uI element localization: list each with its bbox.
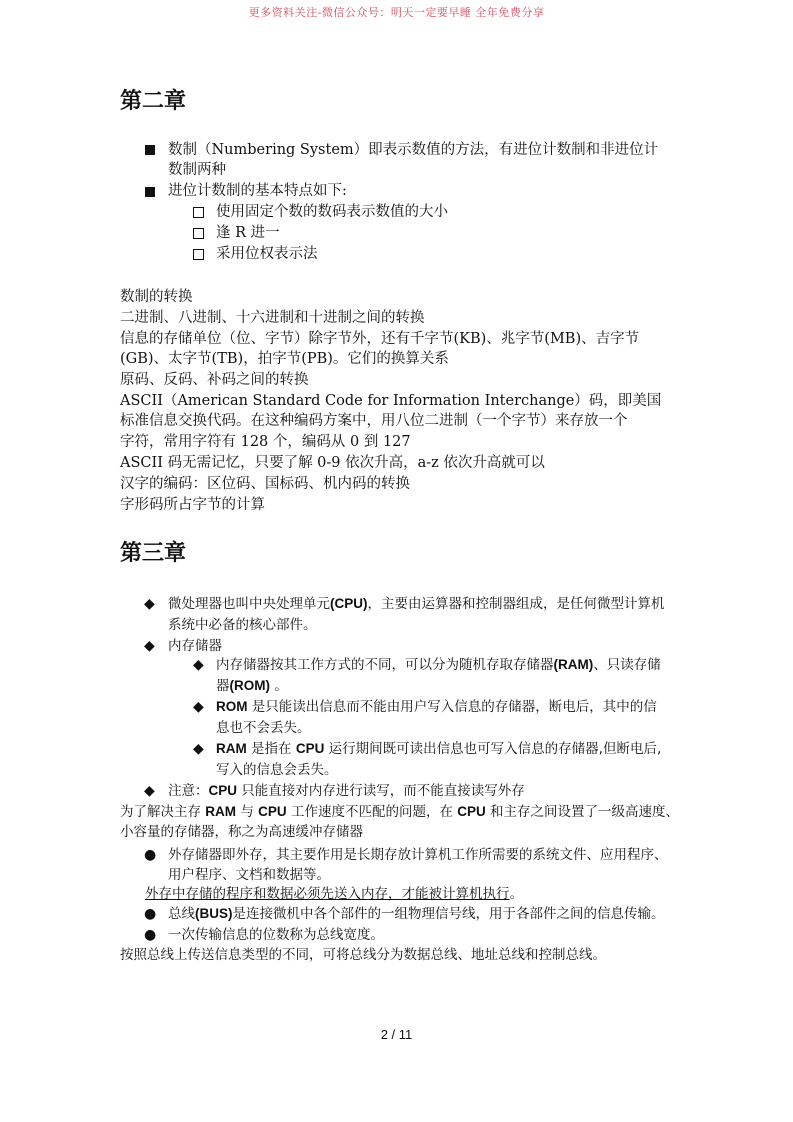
bullet-text: 进位计数制的基本特点如下: xyxy=(168,183,347,199)
paragraph-line: ASCII（American Standard Code for Information Interchange）码，即美国 xyxy=(120,393,662,409)
bullet-text xyxy=(168,845,668,865)
page-number: 2 / 11 xyxy=(380,1027,413,1042)
text-run: 小容量的存储器，称之为高速缓冲存储器 xyxy=(120,824,363,840)
round-bullet-icon: ● xyxy=(144,847,157,863)
text-run: 运行期间既可读出信息也可写入信息的存储器,但断电后, xyxy=(324,741,662,757)
text-run: 是指在 xyxy=(246,741,296,757)
text-run: 总线 xyxy=(168,906,195,922)
bullet-text xyxy=(168,925,384,945)
text-run: 按照总线上传送信息类型的不同，可将总线分为数据总线、地址总线和控制总线。 xyxy=(120,947,606,963)
paragraph-line: 原码、反码、补码之间的转换 xyxy=(120,372,309,388)
bullet-text xyxy=(168,781,525,801)
square-bullet-icon xyxy=(145,187,155,197)
checkbox-bullet-icon xyxy=(193,249,204,260)
bullet-text: 数制两种 xyxy=(168,162,226,178)
diamond-bullet-icon: ◆ xyxy=(144,596,155,612)
bullet-text xyxy=(168,904,665,924)
text-run: 系统中必备的核心部件。 xyxy=(168,617,317,633)
bold-term: (RAM) xyxy=(553,657,594,672)
bullet-text xyxy=(168,594,665,614)
chapter-3-title: 第三章 xyxy=(120,541,187,566)
text-run: 是连接微机中各个部件的一组物理信号线，用于各部件之间的信息传输。 xyxy=(232,906,665,922)
text-run: 内存储器 xyxy=(168,638,222,654)
text-run: 注意： xyxy=(168,783,209,799)
text-run: 息也不会丢失。 xyxy=(216,720,311,736)
round-bullet-icon: ● xyxy=(144,906,157,922)
bold-term: CPU xyxy=(295,741,325,756)
text-run: 、只读存储 xyxy=(593,657,661,673)
sub-bullet-text xyxy=(216,718,311,738)
diamond-bullet-icon: ◆ xyxy=(193,657,204,673)
checkbox-bullet-icon xyxy=(193,228,204,239)
header-banner: 更多资料关注-微信公众号：明天一定要早睡 全年免费分享 xyxy=(248,6,545,19)
bold-term: RAM xyxy=(216,741,247,756)
text-run: 微处理器也叫中央处理单元 xyxy=(168,596,330,612)
bullet-text xyxy=(168,615,317,635)
bold-term: (ROM) xyxy=(229,678,270,693)
paragraph-line: (GB)、太字节(TB)，拍字节(PB)。它们的换算关系 xyxy=(120,351,449,367)
paragraph-line: 标准信息交换代码。在这种编码方案中，用八位二进制（一个字节）来存放一个 xyxy=(120,413,628,429)
sub-bullet-text xyxy=(216,676,288,696)
bold-term: CPU xyxy=(208,783,238,798)
sub-bullet-text xyxy=(216,760,338,780)
square-bullet-icon xyxy=(145,145,155,155)
diamond-bullet-icon: ◆ xyxy=(193,699,204,715)
round-bullet-icon: ● xyxy=(144,927,157,943)
bullet-text xyxy=(168,865,330,885)
diamond-bullet-icon: ◆ xyxy=(144,638,155,654)
text-run: 一次传输信息的位数称为总线宽度。 xyxy=(168,927,384,943)
paragraph-line: 字形码所占字节的计算 xyxy=(120,497,265,513)
sub-bullet-text: 采用位权表示法 xyxy=(216,246,318,262)
text-run: 外存储器即外存，其主要作用是长期存放计算机工作所需要的系统文件、应用程序、 xyxy=(168,847,668,863)
paragraph-line: 字符，常用字符有 128 个，编码从 0 到 127 xyxy=(120,434,411,450)
paragraph-line: 汉字的编码：区位码、国标码、机内码的转换 xyxy=(120,476,410,492)
note-end: 。 xyxy=(509,886,523,902)
text-run: 用户程序、文档和数据等。 xyxy=(168,867,330,883)
text-run: 工作速度不匹配的问题，在 xyxy=(286,804,458,820)
sub-bullet-text: 使用固定个数的数码表示数值的大小 xyxy=(216,204,448,220)
diamond-bullet-icon: ◆ xyxy=(193,741,204,757)
bold-term: RAM xyxy=(205,804,237,819)
bullet-text: 数制（Numbering System）即表示数值的方法，有进位计数制和非进位计 xyxy=(168,142,659,158)
sub-bullet-text xyxy=(216,739,661,759)
text-run: ，主要由运算器和控制器组成，是任何微型计算机 xyxy=(367,596,665,612)
bold-term: CPU xyxy=(258,804,287,819)
text-run: 和主存之间设置了一级高速度、 xyxy=(485,804,680,820)
sub-bullet-text: 逢 R 进一 xyxy=(216,225,280,241)
paragraph-line xyxy=(120,802,679,822)
sub-bullet-text xyxy=(216,655,661,675)
paragraph-line: 信息的存储单位（位、字节）除字节外，还有千字节(KB)、兆字节(MB)、吉字节 xyxy=(120,331,640,347)
paragraph-line: 数制的转换 xyxy=(120,289,193,305)
paragraph-line xyxy=(120,945,606,965)
text-run: 内存储器按其工作方式的不同，可以分为随机存取存储器 xyxy=(216,657,554,673)
text-run: 是只能读出信息而不能由用户写入信息的存储器，断电后，其中的信 xyxy=(247,699,657,715)
checkbox-bullet-icon xyxy=(193,207,204,218)
paragraph-line xyxy=(120,822,363,842)
text-run: 为了解决主存 xyxy=(120,804,206,820)
text-run: 与 xyxy=(236,804,259,820)
diamond-bullet-icon: ◆ xyxy=(144,783,155,799)
sub-bullet-text xyxy=(216,697,657,717)
text-run: 只能直接对内存进行读写，而不能直接读写外存 xyxy=(237,783,525,799)
text-run: 写入的信息会丢失。 xyxy=(216,762,338,778)
bold-term: ROM xyxy=(216,699,248,714)
paragraph-line: 二进制、八进制、十六进制和十进制之间的转换 xyxy=(120,310,425,326)
text-run: 外存中存储的程序和数据必须先送入内存，才能被计算机执行 xyxy=(145,886,510,902)
paragraph-line: ASCII 码无需记忆，只要了解 0-9 依次升高，a-z 依次升高就可以 xyxy=(120,455,545,471)
text-run: 器 xyxy=(216,678,230,694)
text-run: 。 xyxy=(270,678,288,694)
bold-term: (CPU) xyxy=(330,596,368,611)
underlined-note xyxy=(145,884,523,904)
underlined-text xyxy=(145,886,510,902)
bullet-text xyxy=(168,636,222,656)
bold-term: CPU xyxy=(457,804,486,819)
chapter-2-title: 第二章 xyxy=(120,89,187,114)
bold-term: (BUS) xyxy=(195,906,233,921)
